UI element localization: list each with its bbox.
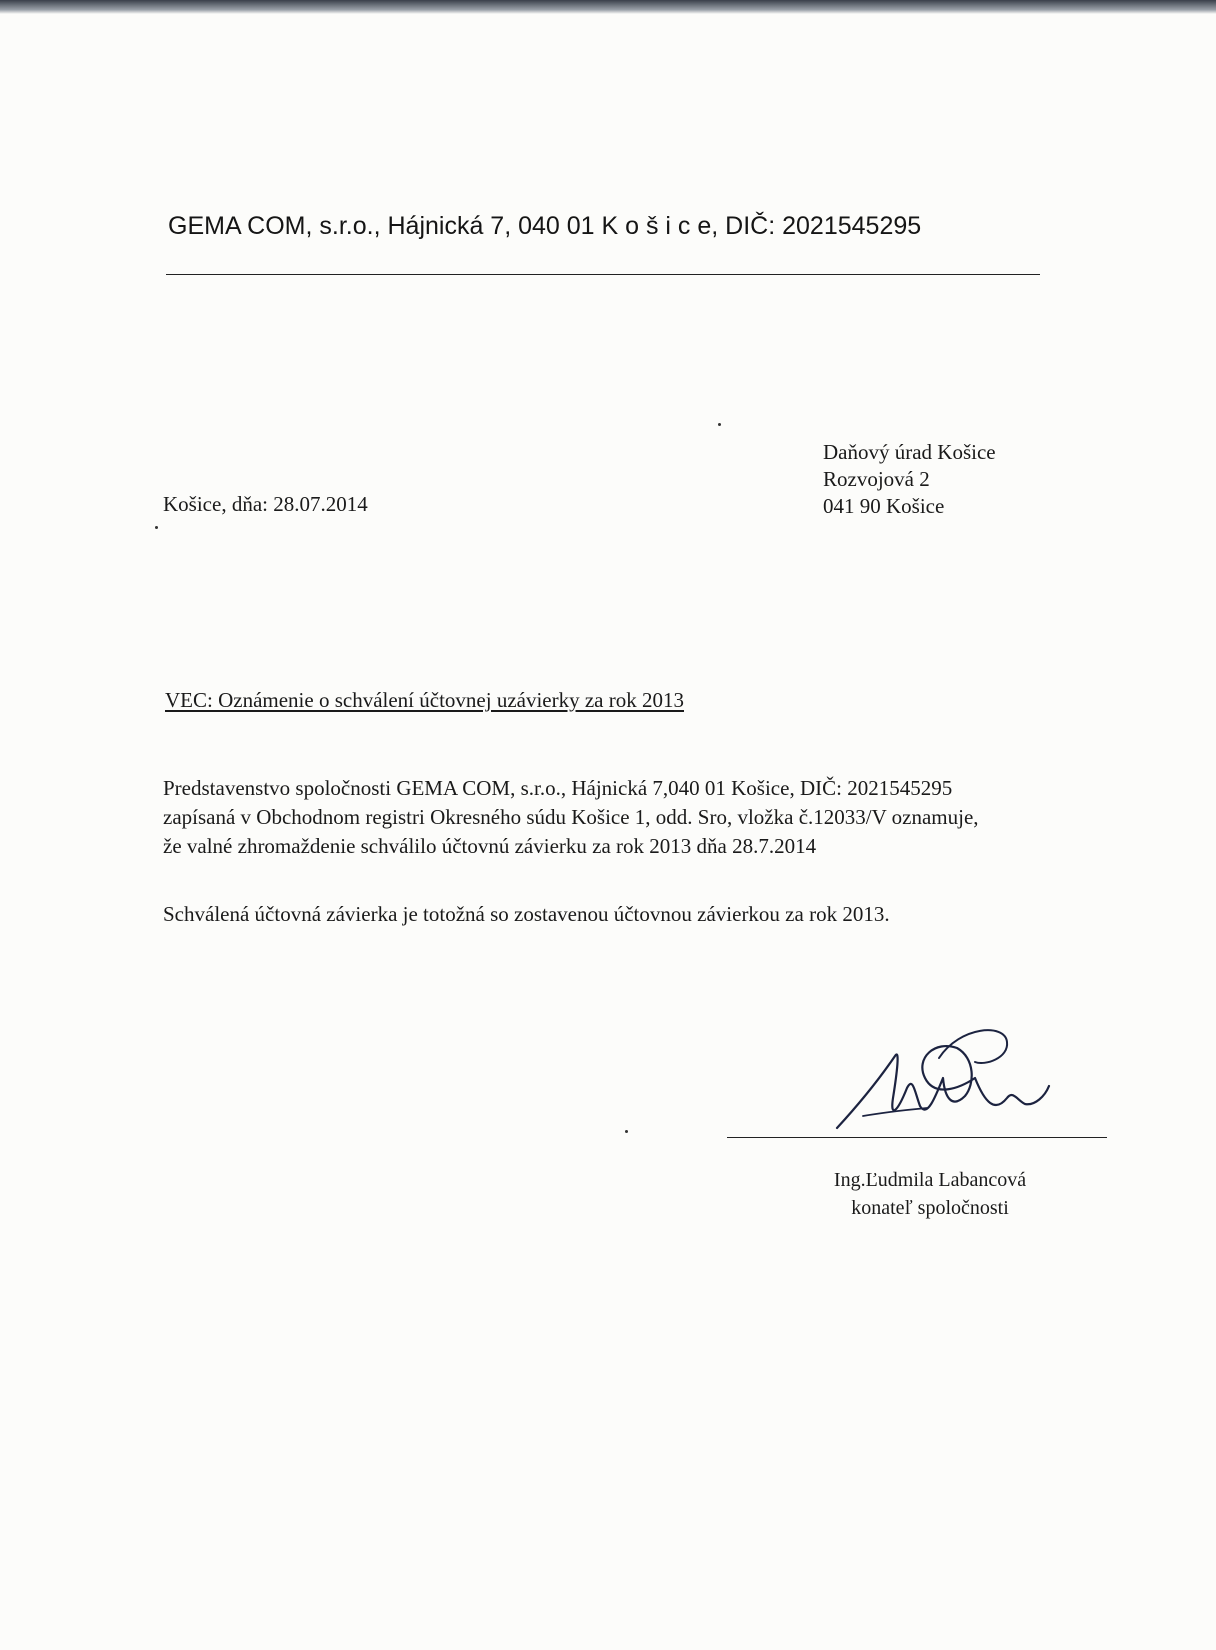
signatory-block	[800, 1166, 1060, 1222]
scan-speck	[718, 423, 721, 426]
place-and-date: Košice, dňa: 28.07.2014	[163, 492, 368, 516]
recipient-address	[823, 439, 996, 520]
scan-speck	[625, 1130, 628, 1133]
body-line: že valné zhromaždenie schválilo účtovnú závierku za rok 2013 dňa 28.7.2014	[163, 834, 817, 858]
subject-line: VEC: Oznámenie o schválení účtovnej uzávierky za rok 2013	[165, 688, 684, 712]
body-line: Predstavenstvo spoločnosti GEMA COM, s.r.o., Hájnická 7,040 01 Košice, DIČ: 2021545295	[163, 776, 953, 800]
recipient-city: 041 90 Košice	[823, 494, 945, 518]
recipient-street: Rozvojová 2	[823, 467, 930, 491]
signatory-name: Ing.Ľudmila Labancová	[833, 1169, 1027, 1191]
header-divider	[166, 274, 1040, 275]
body-paragraph	[163, 774, 979, 861]
statement-paragraph: Schválená účtovná závierka je totožná so zostavenou účtovnou závierkou za rok 2013.	[163, 902, 890, 926]
scan-speck	[155, 526, 158, 529]
company-header: GEMA COM, s.r.o., Hájnická 7, 040 01 K o š i c e, DIČ: 2021545295	[168, 212, 922, 240]
recipient-name: Daňový úrad Košice	[823, 440, 996, 464]
signatory-role: konateľ spoločnosti	[851, 1197, 1009, 1219]
scan-edge	[0, 0, 1216, 14]
body-line: zapísaná v Obchodnom registri Okresného súdu Košice 1, odd. Sro, vložka č.12033/V oznamuje,	[163, 805, 979, 829]
handwritten-signature	[835, 1018, 1065, 1138]
signature-line	[727, 1137, 1107, 1138]
